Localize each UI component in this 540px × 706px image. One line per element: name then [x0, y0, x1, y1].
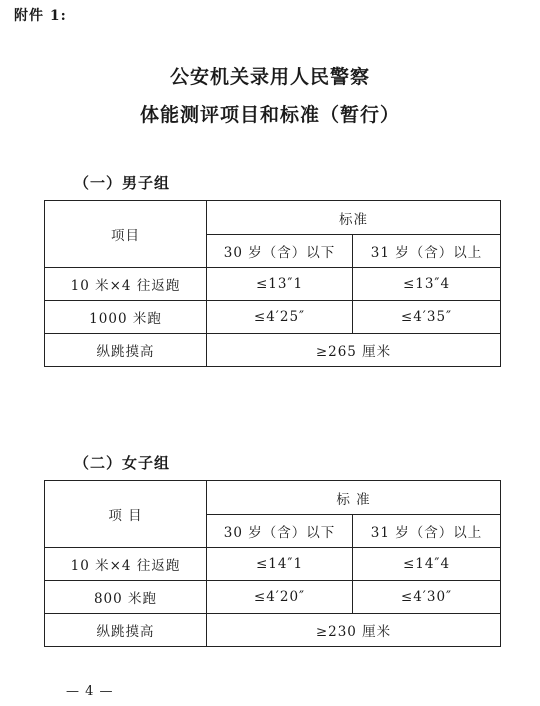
- male-header-age-high: 31 岁（含）以上: [353, 235, 501, 268]
- table-row: [45, 581, 501, 614]
- female-group-title: （二）女子组: [74, 454, 171, 472]
- female-shuttle-run-high: ≤14″4: [353, 548, 501, 581]
- male-header-age-low: 30 岁（含）以下: [207, 235, 353, 268]
- female-header-item: 项 目: [45, 481, 207, 548]
- female-header-age-high: 31 岁（含）以上: [353, 515, 501, 548]
- table-row: [45, 614, 501, 647]
- male-distance-run-low: ≤4′25″: [207, 301, 353, 334]
- document-title-line2: 体能测评项目和标准（暂行）: [139, 104, 400, 126]
- female-header-standard: 标 准: [207, 481, 501, 515]
- page-number: — 4 —: [66, 684, 114, 699]
- document-title-line1: 公安机关录用人民警察: [169, 66, 370, 88]
- male-shuttle-run-high: ≤13″4: [353, 268, 501, 301]
- female-distance-run-item: 800 米跑: [45, 581, 207, 614]
- female-header-age-low: 30 岁（含）以下: [207, 515, 353, 548]
- male-header-item: 项目: [45, 201, 207, 268]
- female-shuttle-run-item: 10 米×4 往返跑: [45, 548, 207, 581]
- male-jump-value: ≥265 厘米: [207, 334, 501, 367]
- female-jump-item: 纵跳摸高: [45, 614, 207, 647]
- male-group-title: （一）男子组: [74, 174, 171, 192]
- male-standards-table: [44, 200, 501, 367]
- male-distance-run-high: ≤4′35″: [353, 301, 501, 334]
- female-distance-run-low: ≤4′20″: [207, 581, 353, 614]
- table-row: [45, 301, 501, 334]
- attachment-label: 附件 1:: [14, 8, 67, 24]
- female-shuttle-run-low: ≤14″1: [207, 548, 353, 581]
- table-row: [45, 548, 501, 581]
- male-shuttle-run-item: 10 米×4 往返跑: [45, 268, 207, 301]
- table-row: [45, 334, 501, 367]
- male-header-standard: 标准: [207, 201, 501, 235]
- female-distance-run-high: ≤4′30″: [353, 581, 501, 614]
- female-standards-table: [44, 480, 501, 647]
- female-jump-value: ≥230 厘米: [207, 614, 501, 647]
- male-jump-item: 纵跳摸高: [45, 334, 207, 367]
- male-distance-run-item: 1000 米跑: [45, 301, 207, 334]
- male-shuttle-run-low: ≤13″1: [207, 268, 353, 301]
- table-row: [45, 268, 501, 301]
